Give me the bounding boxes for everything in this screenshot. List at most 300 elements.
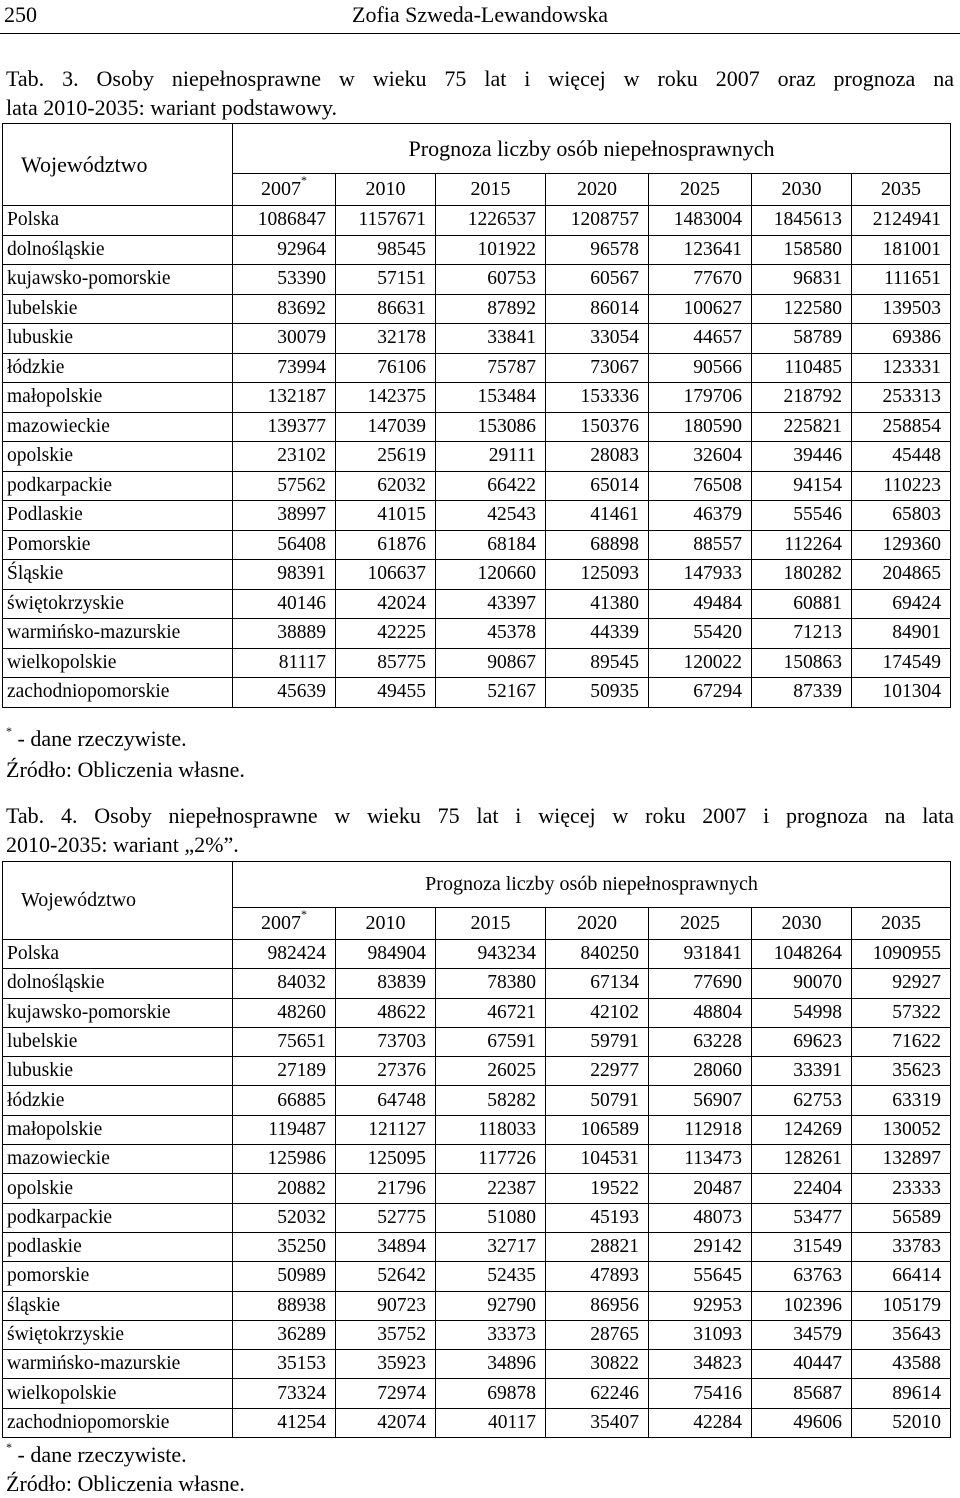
value-cell: 52775: [336, 1203, 436, 1232]
page-number: 250: [4, 2, 37, 27]
value-cell: 68898: [546, 530, 649, 560]
value-cell: 129360: [852, 530, 951, 560]
value-cell: 75416: [649, 1379, 752, 1408]
value-cell: 253313: [852, 383, 951, 413]
value-cell: 45378: [436, 619, 546, 649]
value-cell: 60753: [436, 265, 546, 295]
value-cell: 35623: [852, 1057, 951, 1086]
value-cell: 90070: [752, 969, 852, 998]
table-row: [3, 589, 951, 619]
value-cell: 158580: [752, 235, 852, 265]
year-footnote-mark: *: [301, 907, 307, 922]
value-cell: 35752: [336, 1320, 436, 1349]
value-cell: 147933: [649, 560, 752, 590]
value-cell: 22387: [436, 1174, 546, 1203]
value-cell: 63763: [752, 1262, 852, 1291]
value-cell: 48804: [649, 998, 752, 1027]
value-cell: 87339: [752, 678, 852, 708]
value-cell: 931841: [649, 940, 752, 969]
year-label: 2030: [781, 178, 822, 200]
region-name-cell: lubuskie: [3, 1057, 233, 1086]
table4-year-header: [233, 908, 336, 940]
footnote-text: - dane rzeczywiste.: [12, 726, 187, 751]
value-cell: 57562: [233, 471, 336, 501]
value-cell: 34896: [436, 1350, 546, 1379]
table-row: [3, 265, 951, 295]
value-cell: 52010: [852, 1408, 951, 1437]
value-cell: 71213: [752, 619, 852, 649]
value-cell: 33391: [752, 1057, 852, 1086]
value-cell: 73067: [546, 353, 649, 383]
value-cell: 69424: [852, 589, 951, 619]
region-name-cell: Polska: [3, 206, 233, 236]
value-cell: 22977: [546, 1057, 649, 1086]
region-name-cell: zachodniopomorskie: [3, 678, 233, 708]
value-cell: 73703: [336, 1027, 436, 1056]
table3-header-title: Prognoza liczby osób niepełnosprawnych: [233, 124, 951, 174]
value-cell: 67134: [546, 969, 649, 998]
year-label: 2010: [365, 912, 406, 934]
year-label: 2035: [881, 178, 922, 200]
value-cell: 101304: [852, 678, 951, 708]
value-cell: 1090955: [852, 940, 951, 969]
table-row: [3, 294, 951, 324]
value-cell: 75651: [233, 1027, 336, 1056]
value-cell: 50989: [233, 1262, 336, 1291]
region-name-cell: zachodniopomorskie: [3, 1408, 233, 1437]
value-cell: 85775: [336, 648, 436, 678]
value-cell: 41461: [546, 501, 649, 531]
region-name-cell: lubelskie: [3, 1027, 233, 1056]
value-cell: 153484: [436, 383, 546, 413]
value-cell: 25619: [336, 442, 436, 472]
year-label: 2030: [781, 912, 822, 934]
value-cell: 89614: [852, 1379, 951, 1408]
value-cell: 45193: [546, 1203, 649, 1232]
value-cell: 68184: [436, 530, 546, 560]
value-cell: 106637: [336, 560, 436, 590]
value-cell: 32604: [649, 442, 752, 472]
value-cell: 64748: [336, 1086, 436, 1115]
table-row: [3, 1350, 951, 1379]
value-cell: 47893: [546, 1262, 649, 1291]
value-cell: 35153: [233, 1350, 336, 1379]
region-name-cell: mazowieckie: [3, 1145, 233, 1174]
region-name-cell: lubuskie: [3, 324, 233, 354]
value-cell: 41254: [233, 1408, 336, 1437]
table4-caption-line: 2010-2035: wariant „2%”.: [6, 832, 239, 857]
table4-caption-line: Tab. 4. Osoby niepełnosprawne w wieku 75 lat i więcej w roku 2007 i prognoza na lata: [6, 803, 954, 828]
value-cell: 49484: [649, 589, 752, 619]
value-cell: 53390: [233, 265, 336, 295]
value-cell: 66885: [233, 1086, 336, 1115]
table-row: [3, 940, 951, 969]
value-cell: 88938: [233, 1291, 336, 1320]
value-cell: 73994: [233, 353, 336, 383]
value-cell: 41015: [336, 501, 436, 531]
value-cell: 90566: [649, 353, 752, 383]
value-cell: 49606: [752, 1408, 852, 1437]
value-cell: 120022: [649, 648, 752, 678]
table-row: [3, 619, 951, 649]
value-cell: 147039: [336, 412, 436, 442]
region-name-cell: pomorskie: [3, 1262, 233, 1291]
region-name-cell: mazowieckie: [3, 412, 233, 442]
value-cell: 36289: [233, 1320, 336, 1349]
value-cell: 180282: [752, 560, 852, 590]
value-cell: 60567: [546, 265, 649, 295]
value-cell: 81117: [233, 648, 336, 678]
value-cell: 1157671: [336, 206, 436, 236]
table3-header-row: [3, 124, 951, 174]
region-name-cell: wielkopolskie: [3, 648, 233, 678]
region-name-cell: Śląskie: [3, 560, 233, 590]
value-cell: 119487: [233, 1115, 336, 1144]
value-cell: 87892: [436, 294, 546, 324]
region-name-cell: świętokrzyskie: [3, 589, 233, 619]
value-cell: 63319: [852, 1086, 951, 1115]
value-cell: 128261: [752, 1145, 852, 1174]
value-cell: 42284: [649, 1408, 752, 1437]
value-cell: 43397: [436, 589, 546, 619]
value-cell: 86956: [546, 1291, 649, 1320]
value-cell: 112918: [649, 1115, 752, 1144]
value-cell: 110485: [752, 353, 852, 383]
value-cell: 98391: [233, 560, 336, 590]
table4-year-header: [852, 908, 951, 940]
value-cell: 58282: [436, 1086, 546, 1115]
value-cell: 32178: [336, 324, 436, 354]
table-row: [3, 235, 951, 265]
table3-year-header: [752, 174, 852, 206]
value-cell: 94154: [752, 471, 852, 501]
value-cell: 69623: [752, 1027, 852, 1056]
value-cell: 112264: [752, 530, 852, 560]
value-cell: 52167: [436, 678, 546, 708]
footnote-mark: *: [6, 723, 12, 738]
table-row: [3, 1379, 951, 1408]
value-cell: 33841: [436, 324, 546, 354]
year-label: 2020: [577, 912, 617, 934]
value-cell: 52642: [336, 1262, 436, 1291]
value-cell: 33054: [546, 324, 649, 354]
value-cell: 65803: [852, 501, 951, 531]
value-cell: 66414: [852, 1262, 951, 1291]
value-cell: 84901: [852, 619, 951, 649]
value-cell: 34579: [752, 1320, 852, 1349]
value-cell: 122580: [752, 294, 852, 324]
value-cell: 92790: [436, 1291, 546, 1320]
region-name-cell: opolskie: [3, 442, 233, 472]
value-cell: 139503: [852, 294, 951, 324]
table4-header-region: Województwo: [3, 862, 233, 940]
value-cell: 38889: [233, 619, 336, 649]
value-cell: 1226537: [436, 206, 546, 236]
value-cell: 69878: [436, 1379, 546, 1408]
value-cell: 23102: [233, 442, 336, 472]
value-cell: 86014: [546, 294, 649, 324]
value-cell: 142375: [336, 383, 436, 413]
value-cell: 67294: [649, 678, 752, 708]
value-cell: 46379: [649, 501, 752, 531]
value-cell: 28765: [546, 1320, 649, 1349]
value-cell: 106589: [546, 1115, 649, 1144]
year-label: 2020: [577, 178, 617, 200]
value-cell: 180590: [649, 412, 752, 442]
table-row: [3, 442, 951, 472]
value-cell: 120660: [436, 560, 546, 590]
value-cell: 117726: [436, 1145, 546, 1174]
value-cell: 61876: [336, 530, 436, 560]
region-name-cell: dolnośląskie: [3, 235, 233, 265]
value-cell: 40447: [752, 1350, 852, 1379]
table-row: [3, 1027, 951, 1056]
table-row: [3, 1086, 951, 1115]
table4-body: [3, 862, 951, 1438]
value-cell: 84032: [233, 969, 336, 998]
table3-caption-line: lata 2010-2035: wariant podstawowy.: [6, 95, 337, 120]
value-cell: 118033: [436, 1115, 546, 1144]
value-cell: 21796: [336, 1174, 436, 1203]
value-cell: 23333: [852, 1174, 951, 1203]
year-label: 2007: [261, 178, 301, 200]
value-cell: 83692: [233, 294, 336, 324]
value-cell: 150376: [546, 412, 649, 442]
value-cell: 35923: [336, 1350, 436, 1379]
value-cell: 40146: [233, 589, 336, 619]
value-cell: 121127: [336, 1115, 436, 1144]
year-label: 2015: [470, 912, 511, 934]
value-cell: 44657: [649, 324, 752, 354]
value-cell: 42102: [546, 998, 649, 1027]
value-cell: 132897: [852, 1145, 951, 1174]
value-cell: 132187: [233, 383, 336, 413]
value-cell: 45448: [852, 442, 951, 472]
value-cell: 32717: [436, 1232, 546, 1261]
value-cell: 67591: [436, 1027, 546, 1056]
value-cell: 124269: [752, 1115, 852, 1144]
value-cell: 35250: [233, 1232, 336, 1261]
value-cell: 77670: [649, 265, 752, 295]
footnote-mark: *: [6, 1439, 12, 1454]
region-name-cell: łódzkie: [3, 1086, 233, 1115]
value-cell: 92953: [649, 1291, 752, 1320]
value-cell: 1483004: [649, 206, 752, 236]
region-name-cell: świętokrzyskie: [3, 1320, 233, 1349]
value-cell: 153086: [436, 412, 546, 442]
table4-year-header: [546, 908, 649, 940]
table-row: [3, 1232, 951, 1261]
value-cell: 105179: [852, 1291, 951, 1320]
value-cell: 1845613: [752, 206, 852, 236]
value-cell: 51080: [436, 1203, 546, 1232]
table-row: [3, 648, 951, 678]
value-cell: 76106: [336, 353, 436, 383]
region-name-cell: kujawsko-pomorskie: [3, 265, 233, 295]
value-cell: 113473: [649, 1145, 752, 1174]
table-row: [3, 530, 951, 560]
year-label: 2015: [470, 178, 511, 200]
value-cell: 123641: [649, 235, 752, 265]
value-cell: 62246: [546, 1379, 649, 1408]
table4-footnote: [6, 1441, 187, 1469]
value-cell: 83839: [336, 969, 436, 998]
value-cell: 59791: [546, 1027, 649, 1056]
value-cell: 46721: [436, 998, 546, 1027]
value-cell: 89545: [546, 648, 649, 678]
value-cell: 52032: [233, 1203, 336, 1232]
value-cell: 125093: [546, 560, 649, 590]
table-row: [3, 678, 951, 708]
value-cell: 41380: [546, 589, 649, 619]
table-row: [3, 1145, 951, 1174]
value-cell: 28821: [546, 1232, 649, 1261]
value-cell: 56589: [852, 1203, 951, 1232]
table4-header-title: Prognoza liczby osób niepełnosprawnych: [233, 862, 951, 908]
table3: [2, 123, 951, 708]
value-cell: 204865: [852, 560, 951, 590]
value-cell: 44339: [546, 619, 649, 649]
value-cell: 26025: [436, 1057, 546, 1086]
value-cell: 100627: [649, 294, 752, 324]
value-cell: 104531: [546, 1145, 649, 1174]
value-cell: 62032: [336, 471, 436, 501]
table-row: [3, 1320, 951, 1349]
page-header: [0, 0, 960, 34]
value-cell: 111651: [852, 265, 951, 295]
value-cell: 28083: [546, 442, 649, 472]
value-cell: 73324: [233, 1379, 336, 1408]
value-cell: 20882: [233, 1174, 336, 1203]
value-cell: 49455: [336, 678, 436, 708]
table3-source: Źródło: Obliczenia własne.: [6, 757, 245, 782]
value-cell: 110223: [852, 471, 951, 501]
table-row: [3, 353, 951, 383]
value-cell: 65014: [546, 471, 649, 501]
table-row: [3, 969, 951, 998]
value-cell: 71622: [852, 1027, 951, 1056]
value-cell: 27376: [336, 1057, 436, 1086]
table-row: [3, 383, 951, 413]
value-cell: 55546: [752, 501, 852, 531]
value-cell: 42074: [336, 1408, 436, 1437]
value-cell: 96578: [546, 235, 649, 265]
value-cell: 88557: [649, 530, 752, 560]
table-row: [3, 998, 951, 1027]
region-name-cell: kujawsko-pomorskie: [3, 998, 233, 1027]
value-cell: 42225: [336, 619, 436, 649]
value-cell: 60881: [752, 589, 852, 619]
table-row: [3, 1408, 951, 1437]
value-cell: 48073: [649, 1203, 752, 1232]
value-cell: 86631: [336, 294, 436, 324]
table4-source: Źródło: Obliczenia własne.: [6, 1471, 245, 1496]
value-cell: 72974: [336, 1379, 436, 1408]
value-cell: 38997: [233, 501, 336, 531]
table4-year-header: [752, 908, 852, 940]
value-cell: 943234: [436, 940, 546, 969]
region-name-cell: podkarpackie: [3, 471, 233, 501]
value-cell: 153336: [546, 383, 649, 413]
value-cell: 56408: [233, 530, 336, 560]
value-cell: 50791: [546, 1086, 649, 1115]
footnote-text: - dane rzeczywiste.: [12, 1442, 187, 1467]
table-row: [3, 324, 951, 354]
value-cell: 40117: [436, 1408, 546, 1437]
value-cell: 39446: [752, 442, 852, 472]
value-cell: 62753: [752, 1086, 852, 1115]
year-label: 2035: [881, 912, 921, 934]
value-cell: 35643: [852, 1320, 951, 1349]
region-name-cell: dolnośląskie: [3, 969, 233, 998]
region-name-cell: warmińsko-mazurskie: [3, 619, 233, 649]
value-cell: 50935: [546, 678, 649, 708]
table3-year-header: [436, 174, 546, 206]
value-cell: 29142: [649, 1232, 752, 1261]
table-row: [3, 1057, 951, 1086]
table3-year-header: [546, 174, 649, 206]
value-cell: 102396: [752, 1291, 852, 1320]
value-cell: 30822: [546, 1350, 649, 1379]
value-cell: 42543: [436, 501, 546, 531]
value-cell: 19522: [546, 1174, 649, 1203]
region-name-cell: opolskie: [3, 1174, 233, 1203]
value-cell: 63228: [649, 1027, 752, 1056]
region-name-cell: Pomorskie: [3, 530, 233, 560]
value-cell: 218792: [752, 383, 852, 413]
value-cell: 139377: [233, 412, 336, 442]
year-label: 2007: [261, 912, 301, 934]
region-name-cell: wielkopolskie: [3, 1379, 233, 1408]
value-cell: 69386: [852, 324, 951, 354]
value-cell: 90723: [336, 1291, 436, 1320]
table3-year-header: [649, 174, 752, 206]
value-cell: 125986: [233, 1145, 336, 1174]
value-cell: 34823: [649, 1350, 752, 1379]
table-row: [3, 412, 951, 442]
year-label: 2025: [680, 178, 720, 200]
table4: [2, 861, 951, 1438]
table3-year-header: [336, 174, 436, 206]
table4-caption: [6, 801, 954, 859]
value-cell: 31093: [649, 1320, 752, 1349]
table-row: [3, 1262, 951, 1291]
value-cell: 130052: [852, 1115, 951, 1144]
value-cell: 53477: [752, 1203, 852, 1232]
value-cell: 984904: [336, 940, 436, 969]
value-cell: 27189: [233, 1057, 336, 1086]
table-row: [3, 1174, 951, 1203]
value-cell: 2124941: [852, 206, 951, 236]
value-cell: 98545: [336, 235, 436, 265]
value-cell: 42024: [336, 589, 436, 619]
value-cell: 92927: [852, 969, 951, 998]
region-name-cell: podkarpackie: [3, 1203, 233, 1232]
table-row: [3, 560, 951, 590]
value-cell: 31549: [752, 1232, 852, 1261]
value-cell: 125095: [336, 1145, 436, 1174]
table3-header-region: Województwo: [3, 124, 233, 206]
value-cell: 52435: [436, 1262, 546, 1291]
table4-year-header: [649, 908, 752, 940]
year-footnote-mark: *: [301, 173, 307, 188]
table3-year-header: [852, 174, 951, 206]
table-row: [3, 471, 951, 501]
region-name-cell: małopolskie: [3, 383, 233, 413]
value-cell: 258854: [852, 412, 951, 442]
value-cell: 1086847: [233, 206, 336, 236]
value-cell: 174549: [852, 648, 951, 678]
